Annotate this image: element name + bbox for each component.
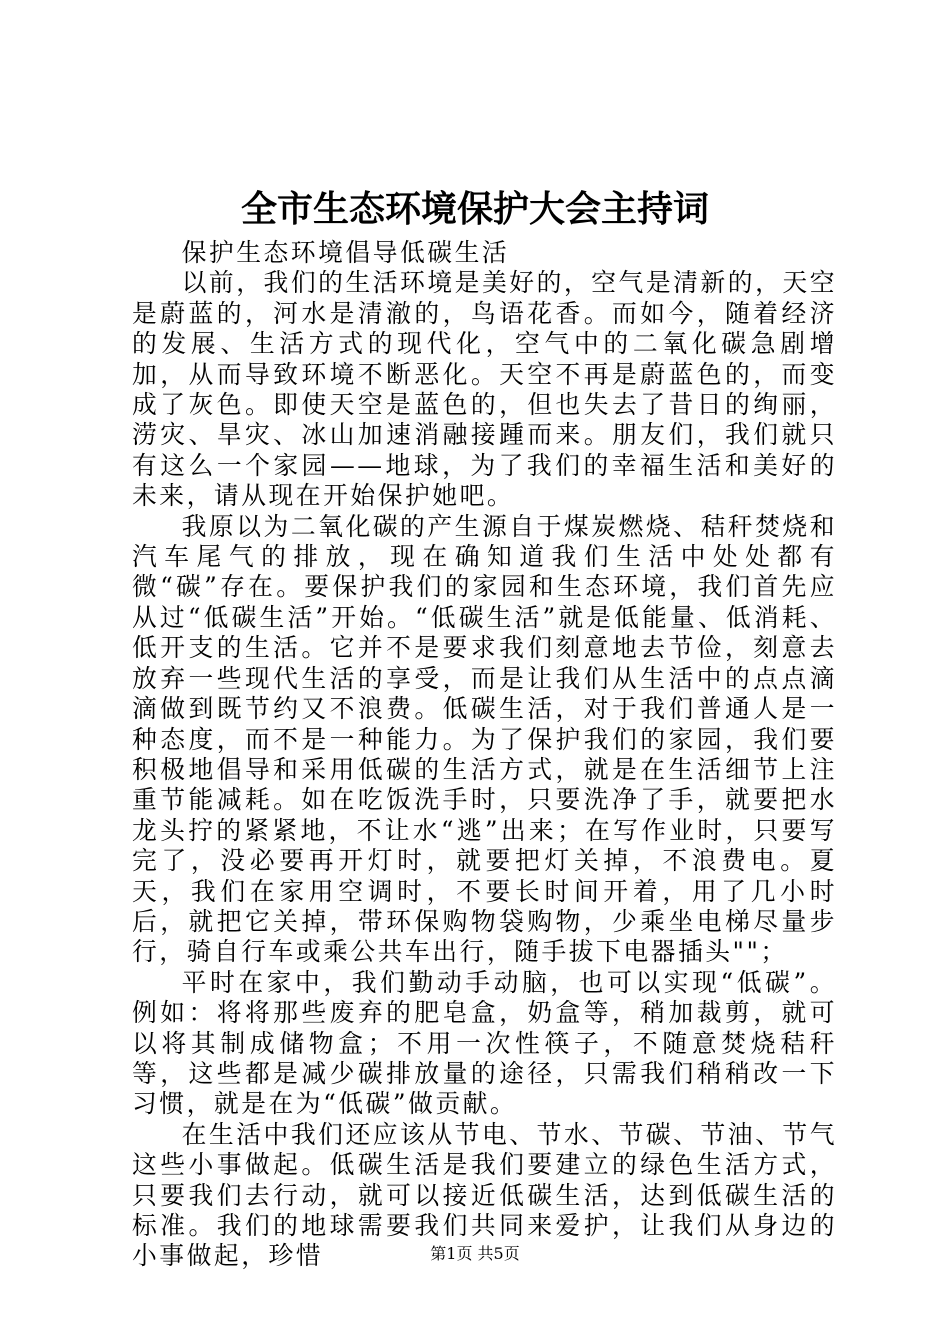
paragraph-4: 在生活中我们还应该从节电、节水、节碳、节油、节气这些小事做起。低碳生活是我们要建立的绿色生活方式，只要我们去行动，就可以接近低碳生活，达到低碳生活的标准。我们的地球需要我们共同来爱护，让我们从身边的小事做起，珍惜 bbox=[132, 1119, 837, 1271]
paragraph-1: 以前，我们的生活环境是美好的，空气是清新的，天空是蔚蓝的，河水是清澈的，鸟语花香。而如今，随着经济的发展、生活方式的现代化，空气中的二氧化碳急剧增加，从而导致环境不断恶化。天空不再是蔚蓝色的，而变成了灰色。即使天空是蓝色的，但也失去了昔日的绚丽，涝灾、旱灾、冰山加速消融接踵而来。朋友们，我们就只有这么一个家园——地球，为了我们的幸福生活和美好的未来，请从现在开始保护她吧。 bbox=[132, 268, 837, 511]
paragraph-3: 平时在家中，我们勤动手动脑，也可以实现“低碳”。例如：将将那些废弃的肥皂盒，奶盒等，稍加裁剪，就可以将其制成储物盒；不用一次性筷子，不随意焚烧秸秆等，这些都是减少碳排放量的途径，只需我们稍稍改一下习惯，就是在为“低碳”做贡献。 bbox=[132, 967, 837, 1119]
document-subtitle: 保护生态环境倡导低碳生活 bbox=[181, 238, 510, 267]
paragraph-2: 我原以为二氧化碳的产生源自于煤炭燃烧、秸秆焚烧和汽车尾气的排放，现在确知道我们生活中处处都有微“碳”存在。要保护我们的家园和生态环境，我们首先应从过“低碳生活”开始。“低碳生活”就是低能量、低消耗、低开支的生活。它并不是要求我们刻意地去节俭，刻意去放弃一些现代生活的享受，而是让我们从生活中的点点滴滴做到既节约又不浪费。低碳生活，对于我们普通人是一种态度，而不是一种能力。为了保护我们的家园，我们要积极地倡导和采用低碳的生活方式，就是在生活细节上注重节能减耗。如在吃饭洗手时，只要洗净了手，就要把水龙头拧的紧紧地，不让水“逃”出来；在写作业时，只要写完了，没必要再开灯时，就要把灯关掉，不浪费电。夏天，我们在家用空调时，不要长时间开着，用了几小时后，就把它关掉，带环保购物袋购物，少乘坐电梯尽量步行，骑自行车或乘公共车出行，随手拔下电器插头""； bbox=[132, 511, 837, 967]
document-title: 全市生态环境保护大会主持词 bbox=[240, 188, 709, 230]
document-body bbox=[132, 238, 837, 1272]
page-number-footer: 第1页 共5页 bbox=[430, 1244, 520, 1263]
